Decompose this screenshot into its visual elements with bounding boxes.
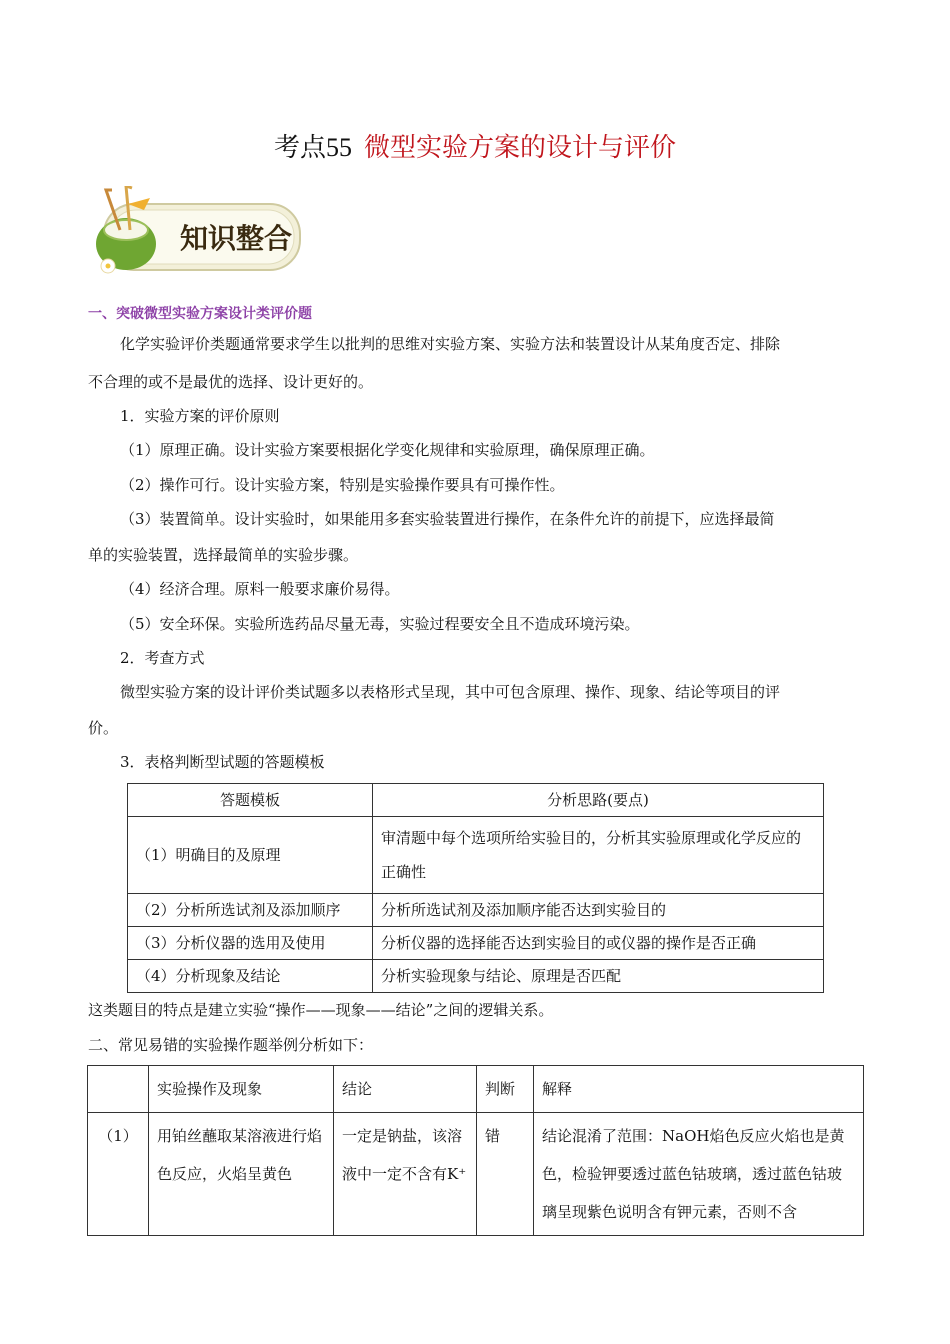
table-header-cell: 答题模板 [128,784,373,817]
section1-heading: 一、突破微型实验方案设计类评价题 [88,306,312,322]
after-table-note: 这类题目的特点是建立实验“操作——现象——结论”之间的逻辑关系。 [88,1001,554,1019]
table-cell: 分析所选试剂及添加顺序能否达到实验目的 [373,894,824,927]
table-row [128,927,824,960]
intro-line2: 不合理的或不是最优的选择、设计更好的。 [88,373,374,391]
error-analysis-table [87,1065,864,1236]
table-row [128,817,824,894]
principle-2: （2）操作可行。设计实验方案，特别是实验操作要具有可操作性。 [120,476,565,494]
table-header-cell: 结论 [334,1066,477,1113]
table-cell: 一定是钠盐，该溶液中一定不含有K⁺ [334,1113,477,1236]
table-cell: 分析实验现象与结论、原理是否匹配 [373,960,824,993]
table-cell: （1） [88,1113,149,1236]
table-row [128,960,824,993]
principle-5: （5）安全环保。实验所选药品尽量无毒，实验过程要安全且不造成环境污染。 [120,615,640,633]
table-cell: （3）分析仪器的选用及使用 [128,927,373,960]
table-header-row [88,1066,864,1113]
table-header-cell: 实验操作及现象 [149,1066,334,1113]
principle-3-line1: （3）装置简单。设计实验时，如果能用多套实验装置进行操作，在条件允许的前提下，应选择最简 [120,510,775,528]
table-header-cell: 分析思路(要点) [373,784,824,817]
table-cell: 用铂丝蘸取某溶液进行焰色反应，火焰呈黄色 [149,1113,334,1236]
table-cell: （2）分析所选试剂及添加顺序 [128,894,373,927]
method-line1: 微型实验方案的设计评价类试题多以表格形式呈现，其中可包含原理、操作、现象、结论等项目的评 [120,683,781,701]
table-cell: （4）分析现象及结论 [128,960,373,993]
title-prefix: 考点55 [273,133,352,162]
table-header-cell: 判断 [477,1066,534,1113]
table-cell: 结论混淆了范围：NaOH焰色反应火焰也是黄色，检验钾要透过蓝色钴玻璃，透过蓝色钴玻璃呈现紫色说明含有钾元素，否则不含 [534,1113,864,1236]
answer-template-table [127,783,824,993]
table-cell: 错 [477,1113,534,1236]
table-cell: 审清题中每个选项所给实验目的，分析其实验原理或化学反应的正确性 [373,817,824,894]
sub-heading-3: 3．表格判断型试题的答题模板 [120,753,325,771]
table-header-row [128,784,824,817]
table-header-cell [88,1066,149,1113]
knowledge-badge [86,186,306,276]
principle-3-line2: 单的实验装置，选择最简单的实验步骤。 [88,546,359,564]
badge-label: 知识整合 [179,222,293,255]
sub-heading-2: 2．考查方式 [120,649,205,667]
principle-4: （4）经济合理。原料一般要求廉价易得。 [120,580,400,598]
method-line2: 价。 [88,719,119,737]
table-row [88,1113,864,1236]
intro-line1: 化学实验评价类题通常要求学生以批判的思维对实验方案、实验方法和装置设计从某角度否定、排除 [120,335,781,353]
page-title [0,128,950,168]
sub-heading-1: 1．实验方案的评价原则 [120,407,280,425]
title-main: 微型实验方案的设计与评价 [364,133,677,163]
section2-heading: 二、常见易错的实验操作题举例分析如下： [88,1036,374,1054]
table-cell: 分析仪器的选择能否达到实验目的或仪器的操作是否正确 [373,927,824,960]
table-cell: （1）明确目的及原理 [128,817,373,894]
table-row [128,894,824,927]
table-header-cell: 解释 [534,1066,864,1113]
principle-1: （1）原理正确。设计实验方案要根据化学变化规律和实验原理，确保原理正确。 [120,441,655,459]
